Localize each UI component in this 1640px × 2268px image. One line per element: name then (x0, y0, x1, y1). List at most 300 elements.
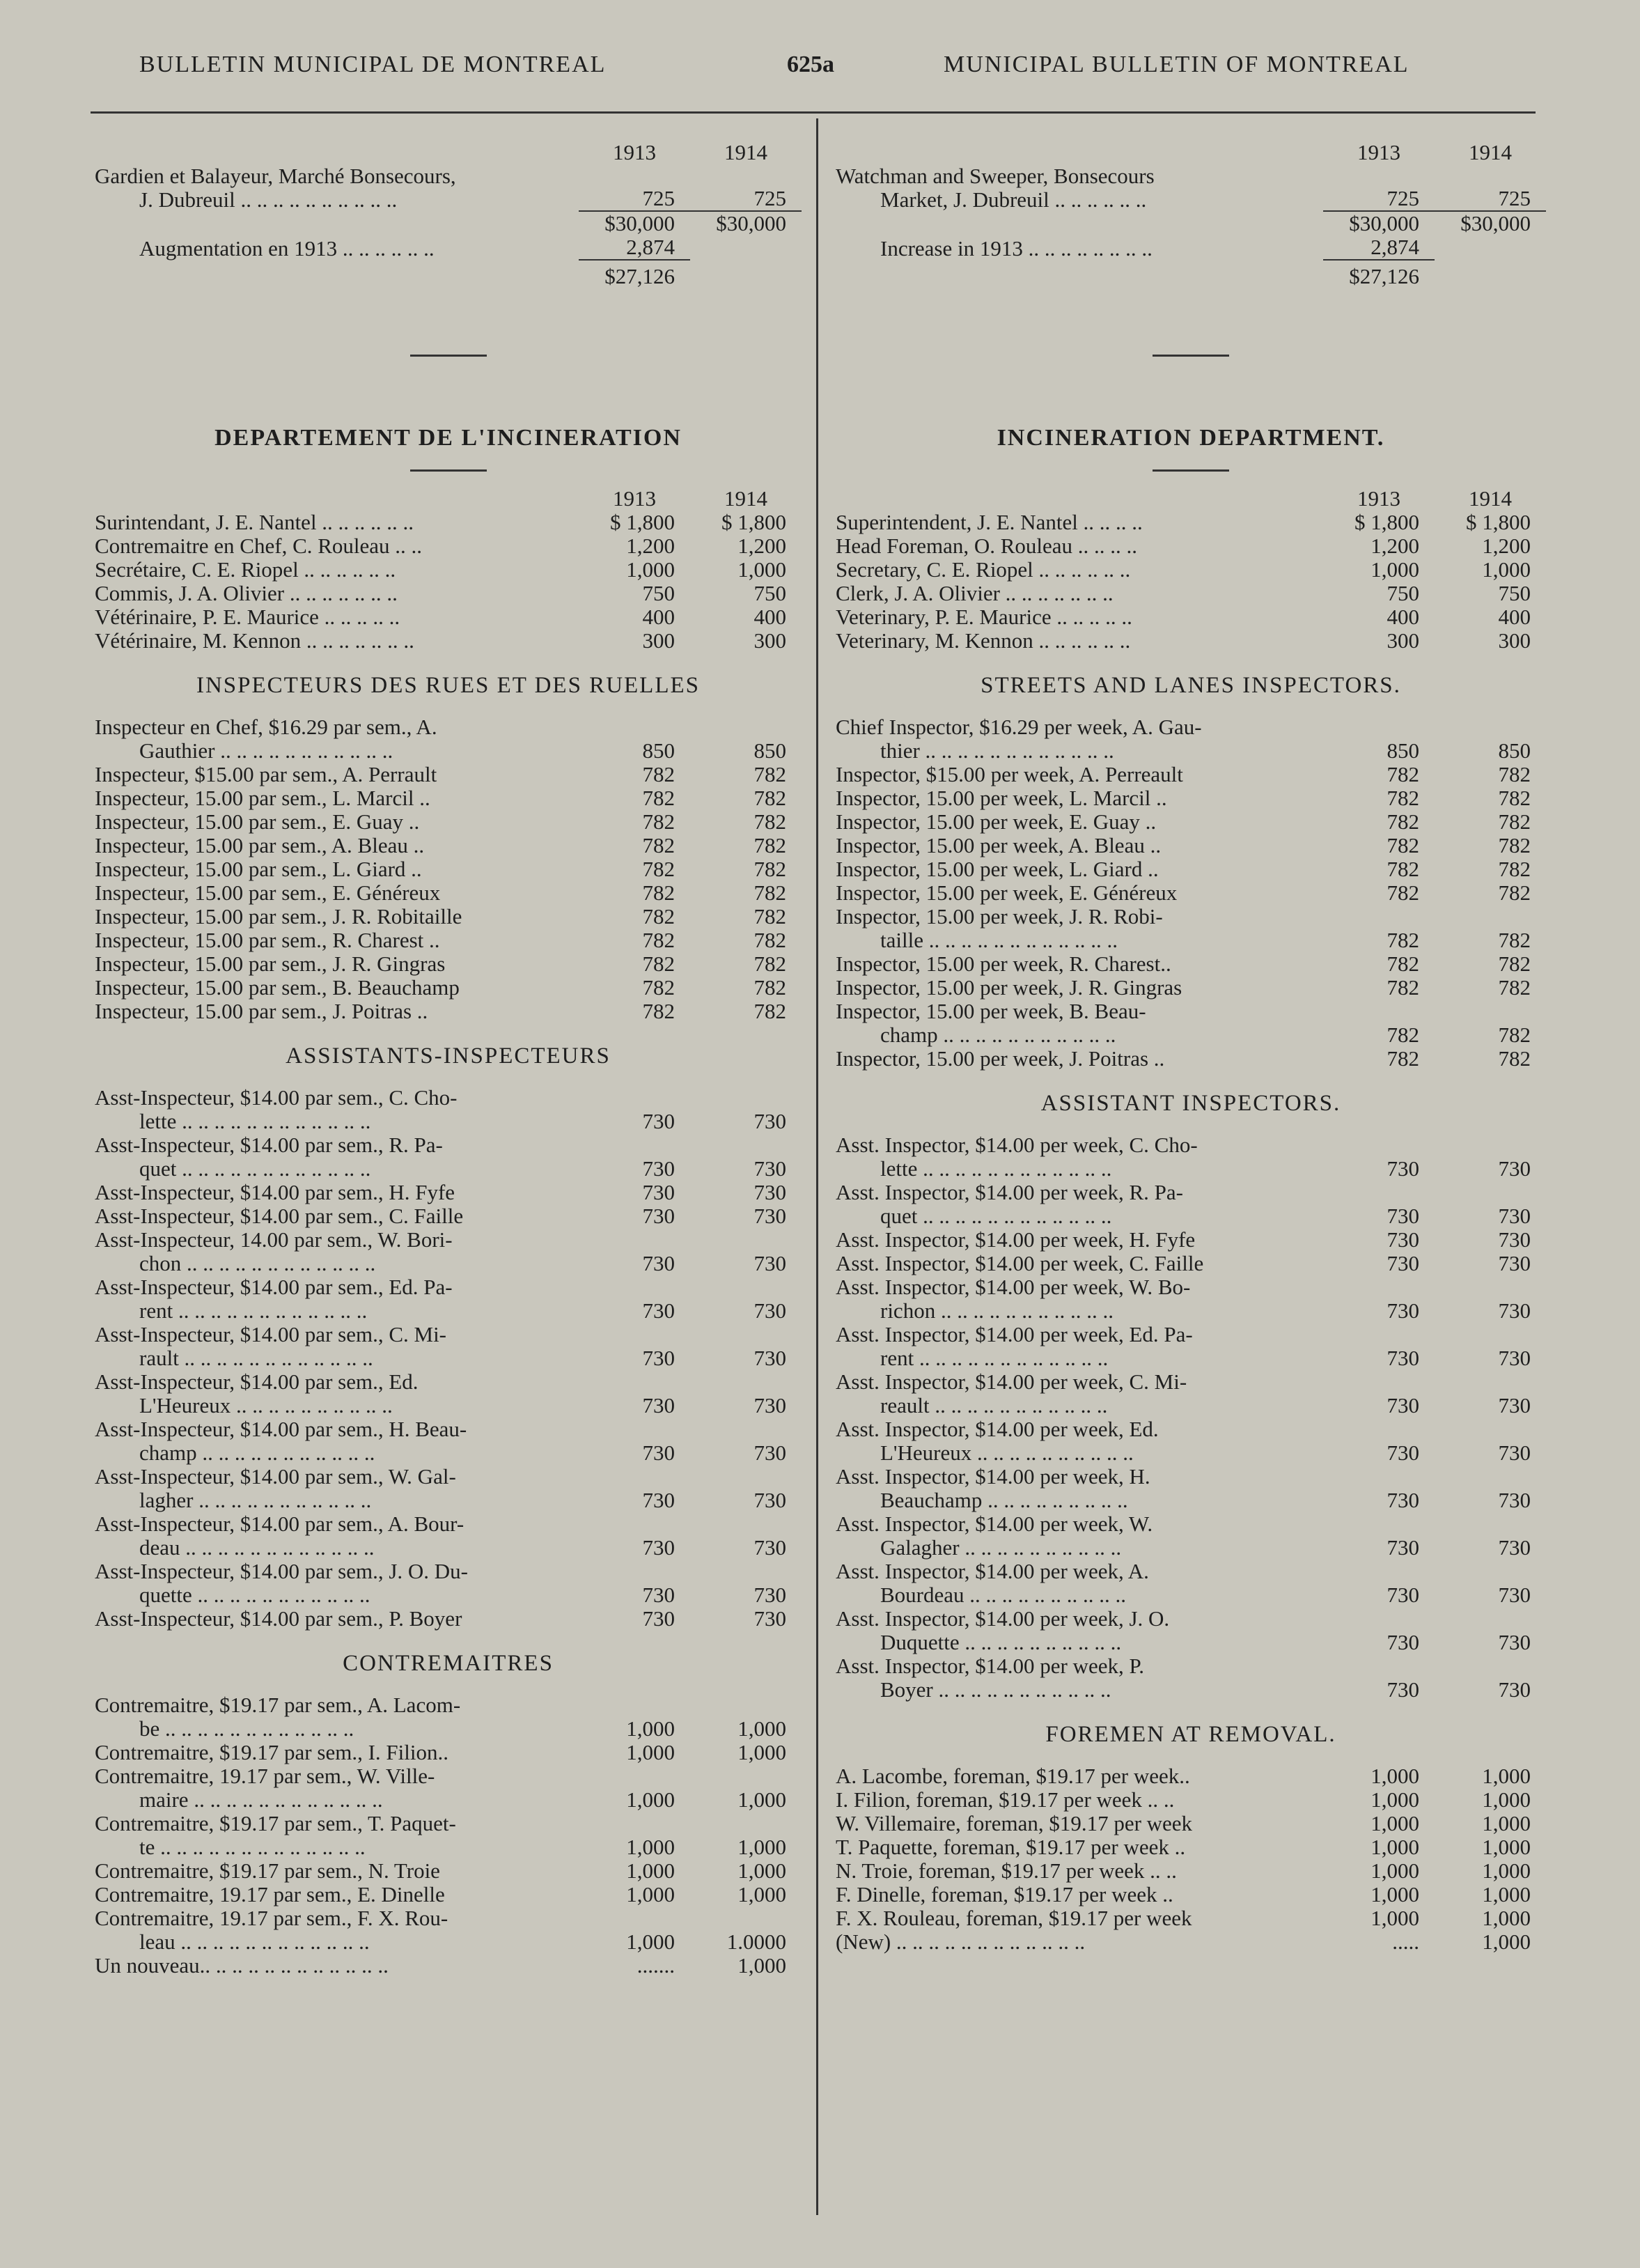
value-1914: 730 (753, 1156, 786, 1181)
year-1914: 1914 (724, 486, 767, 511)
table-row (836, 763, 1546, 786)
row-label-block (95, 763, 579, 786)
value-1914: 782 (1498, 880, 1531, 905)
value-1914: 1,000 (1482, 1929, 1531, 1954)
row-label-continuation: Bourdeau .. .. .. .. .. .. .. .. .. .. (880, 1583, 1127, 1607)
row-label: Asst-Inspecteur, 14.00 par sem., W. Bori- (95, 1227, 453, 1252)
row-label: Inspecteur, 15.00 par sem., E. Guay .. (95, 809, 420, 834)
row-label-block (95, 1859, 579, 1883)
row-label-continuation: Boyer .. .. .. .. .. .. .. .. .. .. .. (880, 1677, 1111, 1702)
table-row (95, 1323, 802, 1370)
row-label: Asst-Inspecteur, $14.00 par sem., Ed. (95, 1369, 419, 1394)
net-row (95, 265, 802, 288)
value-1914: 782 (1498, 762, 1531, 786)
row-label: Clerk, J. A. Olivier .. .. .. .. .. .. .. (836, 581, 1114, 605)
table-row (95, 1812, 802, 1859)
table-row (836, 534, 1546, 558)
row-label-block (836, 763, 1323, 786)
increase-label-block (95, 237, 579, 261)
table-row (95, 715, 802, 763)
value-1914: 1,000 (737, 1882, 786, 1906)
row-label: Asst-Inspecteur, $14.00 par sem., A. Bour- (95, 1512, 464, 1536)
value-1914: 730 (753, 1535, 786, 1560)
table-row (836, 881, 1546, 905)
row-label: Asst-Inspecteur, $14.00 par sem., J. O. Du- (95, 1559, 468, 1583)
table-row (836, 976, 1546, 1000)
value-1914: 782 (1498, 1046, 1531, 1071)
table-row (95, 1370, 802, 1418)
row-label-block (836, 1465, 1323, 1512)
table-row (836, 1906, 1546, 1930)
row-label-continuation: rault .. .. .. .. .. .. .. .. .. .. .. .. (139, 1346, 373, 1370)
row-label: Asst. Inspector, $14.00 per week, Ed. (836, 1417, 1159, 1441)
row-label: Asst. Inspector, $14.00 per week, H. (836, 1464, 1150, 1489)
row-label: Contremaitre, 19.17 par sem., W. Ville- (95, 1764, 435, 1788)
value-1914: 725 (690, 187, 802, 212)
value-1913: 1,000 (1370, 1787, 1419, 1812)
value-1913: 1,000 (626, 1882, 675, 1906)
value-1914: 1,000 (1482, 1858, 1531, 1883)
table-row (836, 605, 1546, 629)
table-row (836, 1465, 1546, 1512)
row-label: Asst-Inspecteur, $14.00 par sem., H. Fyfe (95, 1180, 455, 1204)
row-label: Inspecteur en Chef, $16.29 par sem., A. (95, 715, 437, 739)
department-title: INCINERATION DEPARTMENT. (997, 425, 1385, 451)
value-1913: 1,000 (626, 1929, 675, 1954)
table-row (95, 1693, 802, 1741)
value-1913: 782 (642, 786, 675, 810)
row-label-continuation: quet .. .. .. .. .. .. .. .. .. .. .. .. (880, 1204, 1112, 1228)
table-row (836, 1883, 1546, 1906)
value-1914: 1,000 (1482, 1882, 1531, 1906)
year-header (95, 472, 802, 511)
row-label: Contremaitre en Chef, C. Rouleau .. .. (95, 534, 423, 558)
value-1913: 725 (579, 187, 690, 212)
table-row (95, 1764, 802, 1812)
net-value: $27,126 (604, 264, 675, 288)
row-label-continuation: champ .. .. .. .. .. .. .. .. .. .. .. (139, 1440, 375, 1465)
value-1914: 1,000 (737, 557, 786, 582)
row-label-block (836, 1370, 1323, 1418)
row-label: Asst. Inspector, $14.00 per week, Ed. Pa- (836, 1322, 1193, 1346)
row-label: I. Filion, foreman, $19.17 per week .. .. (836, 1787, 1175, 1812)
row-label-block (836, 1930, 1323, 1954)
value-1913: 1,000 (626, 1858, 675, 1883)
value-1914: 730 (1498, 1204, 1531, 1228)
row-label-continuation: reault .. .. .. .. .. .. .. .. .. .. .. (880, 1393, 1108, 1418)
row-label: Contremaitre, $19.17 par sem., I. Filion.. (95, 1740, 448, 1764)
value-1913: 730 (1387, 1440, 1419, 1465)
row-label: Inspector, 15.00 per week, J. R. Robi- (836, 904, 1163, 929)
value-1913: 750 (1387, 581, 1419, 605)
row-label-block (95, 1906, 579, 1954)
english-column (836, 125, 1546, 1954)
table-row (95, 582, 802, 605)
table-row (95, 605, 802, 629)
table-row (95, 1181, 802, 1204)
value-1914: 782 (753, 809, 786, 834)
row-label-block (95, 582, 579, 605)
row-label: Inspector, 15.00 per week, R. Charest.. (836, 952, 1171, 976)
year-1914: 1914 (1469, 140, 1512, 164)
value-1914: 782 (753, 833, 786, 857)
value-1913: 1,000 (626, 1716, 675, 1741)
value-1913: 730 (1387, 1156, 1419, 1181)
value-1913: 782 (1387, 975, 1419, 1000)
table-row (836, 629, 1546, 653)
row-label: Inspector, 15.00 per week, J. Poitras .. (836, 1046, 1165, 1071)
table-row (95, 976, 802, 1000)
table-row (95, 1418, 802, 1465)
increase-label: Augmentation en 1913 .. .. .. .. .. .. (139, 236, 435, 261)
value-1914: 782 (753, 762, 786, 786)
value-1914: 1,000 (737, 1787, 786, 1812)
row-label-block (836, 511, 1323, 534)
french-column (95, 125, 802, 1978)
value-1913: 782 (642, 857, 675, 881)
row-label: Inspecteur, $15.00 par sem., A. Perrault (95, 762, 437, 786)
row-label-block (836, 1654, 1323, 1702)
row-label: Vétérinaire, M. Kennon .. .. .. .. .. .. .. (95, 628, 414, 653)
value-1913: 1,000 (1370, 1906, 1419, 1930)
table-row (95, 786, 802, 810)
value-1913: 730 (1387, 1204, 1419, 1228)
value-1913: 730 (642, 1583, 675, 1607)
value-1914: 730 (753, 1606, 786, 1631)
value-1913: 782 (1387, 762, 1419, 786)
value-1914: 1,000 (737, 1740, 786, 1764)
row-label-block (95, 164, 579, 212)
value-1914: 730 (1498, 1440, 1531, 1465)
row-label: Inspector, 15.00 per week, J. R. Gingras (836, 975, 1182, 1000)
row-label-continuation: Market, J. Dubreuil .. .. .. .. .. .. (880, 187, 1147, 212)
value-1913: 730 (642, 1156, 675, 1181)
value-1913: 730 (642, 1535, 675, 1560)
row-label: Inspecteur, 15.00 par sem., J. R. Gingras (95, 952, 446, 976)
value-1913: 730 (642, 1109, 675, 1133)
row-label-block (836, 1252, 1323, 1275)
value-1913: ..... (1392, 1929, 1419, 1954)
row-label-block (95, 1512, 579, 1560)
value-1914: 782 (1498, 952, 1531, 976)
table-row (836, 1812, 1546, 1835)
row-label-block (836, 558, 1323, 582)
table-row (836, 1512, 1546, 1560)
row-label: Asst. Inspector, $14.00 per week, H. Fyfe (836, 1227, 1196, 1252)
value-1913: 1,200 (1370, 534, 1419, 558)
row-label-block (95, 1086, 579, 1133)
value-1914: 730 (753, 1298, 786, 1323)
row-label-continuation: quette .. .. .. .. .. .. .. .. .. .. .. (139, 1583, 370, 1607)
value-1914: 782 (1498, 975, 1531, 1000)
value-1913: 782 (1387, 857, 1419, 881)
row-label: Contremaitre, $19.17 par sem., T. Paquet- (95, 1811, 456, 1835)
table-row (836, 1859, 1546, 1883)
row-label: Asst-Inspecteur, $14.00 par sem., Ed. Pa- (95, 1275, 453, 1299)
total-1914: $30,000 (1460, 211, 1531, 235)
increase-label: Increase in 1913 .. .. .. .. .. .. .. .. (880, 236, 1153, 261)
value-1914: 730 (1498, 1346, 1531, 1370)
value-1914: 1,000 (1482, 1764, 1531, 1788)
value-1913: 730 (642, 1346, 675, 1370)
table-row (95, 905, 802, 929)
table-row (95, 1883, 802, 1906)
row-label: Contremaitre, $19.17 par sem., A. Lacom- (95, 1693, 461, 1717)
value-1913: 782 (1387, 833, 1419, 857)
table-row (95, 511, 802, 534)
table-row (836, 1560, 1546, 1607)
total-1914: $30,000 (716, 211, 786, 235)
value-1913: 730 (1387, 1630, 1419, 1654)
table-row (95, 1906, 802, 1954)
row-label: Asst. Inspector, $14.00 per week, R. Pa- (836, 1180, 1183, 1204)
value-1913: 725 (1323, 187, 1435, 212)
value-1914: 750 (1498, 581, 1531, 605)
row-label: Asst. Inspector, $14.00 per week, A. (836, 1559, 1149, 1583)
row-label-block (95, 905, 579, 929)
table-row (95, 1560, 802, 1607)
row-label: Superintendent, J. E. Nantel .. .. .. .. (836, 510, 1143, 534)
value-1913: 782 (642, 762, 675, 786)
value-1913: 400 (1387, 605, 1419, 629)
row-label: Veterinary, M. Kennon .. .. .. .. .. .. (836, 628, 1131, 653)
row-label: Secretary, C. E. Riopel .. .. .. .. .. .. (836, 557, 1131, 582)
row-label-block (836, 1859, 1323, 1883)
row-label-block (95, 605, 579, 629)
value-1913: 850 (642, 738, 675, 763)
table-row (95, 1741, 802, 1764)
table-row (836, 1133, 1546, 1181)
inspectors-section-title: INSPECTEURS DES RUES ET DES RUELLES (196, 673, 701, 698)
table-row (836, 1000, 1546, 1047)
row-label: Asst-Inspecteur, $14.00 par sem., R. Pa- (95, 1133, 443, 1157)
table-row (95, 857, 802, 881)
row-label-continuation: J. Dubreuil .. .. .. .. .. .. .. .. .. .. (139, 187, 398, 212)
row-label: Asst-Inspecteur, $14.00 par sem., P. Boyer (95, 1606, 462, 1631)
row-label-block (95, 1693, 579, 1741)
value-1914: 1,000 (1482, 1811, 1531, 1835)
value-1913: 782 (642, 904, 675, 929)
value-1914: $ 1,800 (721, 510, 786, 534)
row-label-block (95, 834, 579, 857)
row-label: Inspector, 15.00 per week, L. Marcil .. (836, 786, 1167, 810)
table-row (836, 1930, 1546, 1954)
row-label-block (836, 1275, 1323, 1323)
row-label: F. Dinelle, foreman, $19.17 per week .. (836, 1882, 1173, 1906)
row-label-continuation: L'Heureux .. .. .. .. .. .. .. .. .. .. (880, 1440, 1134, 1465)
increase-value: 2,874 (579, 235, 690, 261)
value-1914: 1,000 (737, 1835, 786, 1859)
table-row (836, 786, 1546, 810)
value-1914: 782 (1498, 833, 1531, 857)
row-label: Asst-Inspecteur, $14.00 par sem., C. Cho- (95, 1085, 458, 1110)
value-1914: 300 (1498, 628, 1531, 653)
row-label-block (95, 1204, 579, 1228)
value-1914: 782 (753, 975, 786, 1000)
row-label: Contremaitre, $19.17 par sem., N. Troie (95, 1858, 440, 1883)
row-label-continuation: chon .. .. .. .. .. .. .. .. .. .. .. .. (139, 1251, 376, 1275)
table-row (836, 1323, 1546, 1370)
row-label-block (836, 1764, 1323, 1788)
net-row (836, 265, 1546, 288)
foremen-section-title: FOREMEN AT REMOVAL. (1045, 1722, 1336, 1747)
value-1914: 782 (1498, 809, 1531, 834)
row-label: Inspecteur, 15.00 par sem., L. Marcil .. (95, 786, 430, 810)
value-1914: 730 (1498, 1393, 1531, 1418)
value-1914: 782 (1498, 786, 1531, 810)
row-label-continuation: Beauchamp .. .. .. .. .. .. .. .. .. (880, 1488, 1128, 1512)
value-1913: 300 (1387, 628, 1419, 653)
row-label-block (95, 1560, 579, 1607)
value-1913: ....... (637, 1953, 675, 1978)
row-label: Asst-Inspecteur, $14.00 par sem., H. Beau- (95, 1417, 467, 1441)
row-label-block (836, 905, 1323, 952)
value-1913: 1,000 (626, 557, 675, 582)
value-1914: 730 (1498, 1156, 1531, 1181)
value-1914: 400 (753, 605, 786, 629)
row-label: Inspector, 15.00 per week, E. Guay .. (836, 809, 1157, 834)
row-label-continuation: rent .. .. .. .. .. .. .. .. .. .. .. .. (880, 1346, 1109, 1370)
row-label-block (836, 1000, 1323, 1047)
row-label-block (95, 1883, 579, 1906)
value-1914: 1,000 (737, 1953, 786, 1978)
increase-row (836, 235, 1546, 261)
value-1913: 730 (642, 1606, 675, 1631)
year-1913: 1913 (1357, 140, 1400, 164)
row-label-block (95, 1133, 579, 1181)
value-1913: 730 (1387, 1677, 1419, 1702)
row-label: Asst. Inspector, $14.00 per week, C. Faille (836, 1251, 1204, 1275)
table-row (836, 511, 1546, 534)
row-label-continuation: be .. .. .. .. .. .. .. .. .. .. .. .. (139, 1716, 354, 1741)
value-1914: 730 (753, 1440, 786, 1465)
row-label-block (95, 1812, 579, 1859)
row-label: Inspecteur, 15.00 par sem., L. Giard .. (95, 857, 422, 881)
row-label-block (836, 1812, 1323, 1835)
row-label: Surintendant, J. E. Nantel .. .. .. .. .. .. (95, 510, 414, 534)
row-label-continuation: lette .. .. .. .. .. .. .. .. .. .. .. .. (139, 1109, 371, 1133)
row-label-block (836, 1047, 1323, 1071)
row-label-continuation: maire .. .. .. .. .. .. .. .. .. .. .. .. (139, 1787, 383, 1812)
row-label-block (836, 1906, 1323, 1930)
value-1913: 730 (642, 1393, 675, 1418)
value-1914: 782 (753, 880, 786, 905)
value-1913: 730 (642, 1488, 675, 1512)
table-row (95, 1275, 802, 1323)
value-1914: 782 (1498, 857, 1531, 881)
table-row (836, 1654, 1546, 1702)
value-1913: 782 (642, 952, 675, 976)
value-1914: 300 (753, 628, 786, 653)
table-row (836, 834, 1546, 857)
value-1913: $ 1,800 (610, 510, 675, 534)
value-1914: 730 (753, 1346, 786, 1370)
value-1914: 730 (1498, 1535, 1531, 1560)
table-row (95, 1607, 802, 1631)
value-1913: 730 (1387, 1227, 1419, 1252)
value-1914: 400 (1498, 605, 1531, 629)
row-label: Un nouveau.. .. .. .. .. .. .. .. .. .. .. .. (95, 1953, 389, 1978)
value-1914: 782 (753, 857, 786, 881)
year-1913: 1913 (1357, 486, 1400, 511)
value-1913: 782 (642, 928, 675, 952)
row-label: Asst. Inspector, $14.00 per week, P. (836, 1654, 1145, 1678)
value-1913: 1,000 (1370, 1835, 1419, 1859)
increase-value: 2,874 (1323, 235, 1435, 261)
value-1914: 1,200 (737, 534, 786, 558)
value-1913: 1,000 (1370, 557, 1419, 582)
value-1913: 782 (642, 999, 675, 1023)
table-row (95, 629, 802, 653)
total-1913: $30,000 (604, 211, 675, 235)
row-label-continuation: thier .. .. .. .. .. .. .. .. .. .. .. .. (880, 738, 1114, 763)
row-label-block (836, 1607, 1323, 1654)
value-1914: $ 1,800 (1466, 510, 1531, 534)
row-label-block (95, 786, 579, 810)
table-row (95, 1228, 802, 1275)
value-1914: 1.0000 (726, 1929, 786, 1954)
row-label-continuation: L'Heureux .. .. .. .. .. .. .. .. .. .. (139, 1393, 393, 1418)
value-1914: 730 (1498, 1583, 1531, 1607)
row-label: Asst-Inspecteur, $14.00 par sem., C. Mi- (95, 1322, 447, 1346)
value-1914: 782 (753, 786, 786, 810)
row-label-block (836, 881, 1323, 905)
table-row (95, 1204, 802, 1228)
value-1914: 1,000 (1482, 557, 1531, 582)
value-1914: 750 (753, 581, 786, 605)
year-1913: 1913 (613, 486, 656, 511)
row-label-block (95, 1228, 579, 1275)
header-rule (91, 111, 1536, 114)
row-label-continuation: taille .. .. .. .. .. .. .. .. .. .. .. .. (880, 928, 1118, 952)
totals-row (836, 212, 1546, 235)
value-1913: 782 (1387, 786, 1419, 810)
value-1913: 730 (1387, 1393, 1419, 1418)
table-row (95, 1133, 802, 1181)
value-1914: 730 (753, 1204, 786, 1228)
row-label-continuation: Galagher .. .. .. .. .. .. .. .. .. .. (880, 1535, 1122, 1560)
value-1914: 730 (1498, 1488, 1531, 1512)
value-1913: 1,000 (1370, 1858, 1419, 1883)
table-row (836, 1181, 1546, 1228)
table-row (836, 1370, 1546, 1418)
row-label: Asst-Inspecteur, $14.00 par sem., C. Faille (95, 1204, 464, 1228)
year-header (836, 125, 1546, 164)
table-row (836, 164, 1546, 212)
row-label-block (836, 976, 1323, 1000)
row-label-block (836, 1883, 1323, 1906)
table-row (95, 1512, 802, 1560)
value-1913: 782 (1387, 952, 1419, 976)
department-title: DEPARTEMENT DE L'INCINERATION (214, 425, 682, 451)
row-label: Inspecteur, 15.00 par sem., A. Bleau .. (95, 833, 425, 857)
value-1913: 782 (1387, 809, 1419, 834)
table-row (95, 881, 802, 905)
increase-label-block (836, 237, 1323, 261)
value-1914: 730 (1498, 1227, 1531, 1252)
value-1913: 400 (642, 605, 675, 629)
value-1913: 730 (642, 1298, 675, 1323)
row-label: Inspecteur, 15.00 par sem., R. Charest .. (95, 928, 440, 952)
value-1913: 782 (1387, 1046, 1419, 1071)
row-label: T. Paquette, foreman, $19.17 per week .. (836, 1835, 1186, 1859)
row-label: N. Troie, foreman, $19.17 per week .. .. (836, 1858, 1177, 1883)
table-row (836, 1788, 1546, 1812)
value-1914: 1,000 (1482, 1835, 1531, 1859)
row-label-block (836, 1133, 1323, 1181)
row-label-block (836, 1560, 1323, 1607)
row-label-block (95, 558, 579, 582)
